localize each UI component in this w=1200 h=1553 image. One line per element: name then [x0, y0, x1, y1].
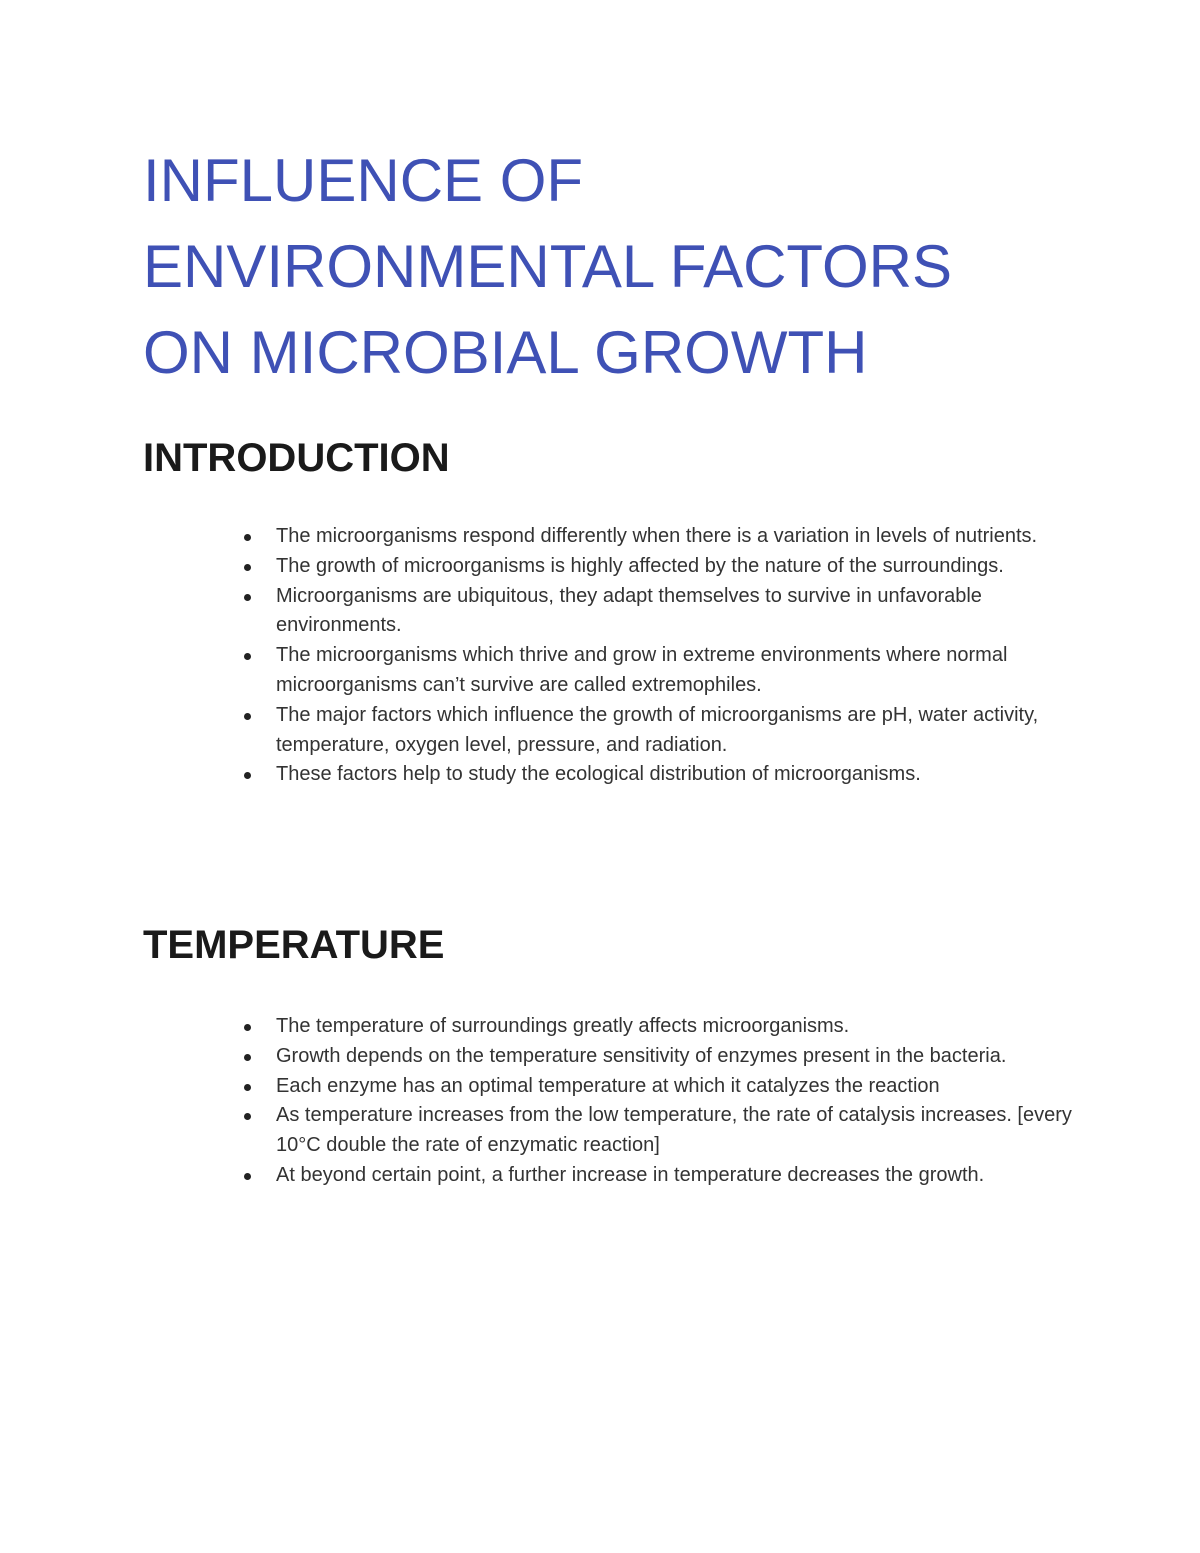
bullet-icon	[244, 564, 251, 571]
list-item-text: Growth depends on the temperature sensitivity of enzymes present in the bacteria.	[276, 1044, 1007, 1067]
section-heading-introduction: INTRODUCTION	[143, 436, 450, 480]
list-item	[276, 522, 1076, 552]
list-item-text: The major factors which influence the growth of microorganisms are pH, water activity, temperature, oxygen level, pressure, and radiation.	[276, 703, 1039, 756]
list-item	[276, 1101, 1076, 1161]
title-line: INFLUENCE OF	[143, 147, 584, 214]
list-item-text: The microorganisms which thrive and grow in extreme environments where normal microorganisms can’t survive are called extremophiles.	[276, 644, 1008, 696]
list-item	[276, 760, 1076, 790]
list-item	[276, 701, 1076, 761]
bullet-icon	[244, 1024, 251, 1031]
list-item-text: The microorganisms respond differently when there is a variation in levels of nutrients.	[276, 525, 1038, 547]
bullet-icon	[244, 772, 251, 779]
list-item-text: As temperature increases from the low temperature, the rate of catalysis increases. [every 10°C double the rate of enzymatic reaction]	[276, 1104, 1072, 1157]
list-item-text: Microorganisms are ubiquitous, they adapt themselves to survive in unfavorable environments.	[276, 584, 982, 637]
document-title	[143, 138, 1103, 396]
list-item	[276, 1161, 1076, 1191]
bullet-icon	[244, 1084, 251, 1091]
temperature-list	[276, 1012, 1076, 1191]
bullet-icon	[244, 594, 251, 601]
list-item	[276, 641, 1076, 701]
bullet-icon	[244, 1054, 251, 1061]
bullet-icon	[244, 1113, 251, 1120]
title-line: ENVIRONMENTAL FACTORS	[143, 233, 953, 300]
bullet-icon	[244, 1173, 251, 1180]
list-item	[276, 1012, 1076, 1042]
list-item-text: These factors help to study the ecological distribution of microorganisms.	[276, 763, 921, 786]
bullet-icon	[244, 713, 251, 720]
bullet-icon	[244, 534, 251, 541]
section-heading-temperature: TEMPERATURE	[143, 923, 445, 967]
list-item-text: Each enzyme has an optimal temperature at which it catalyzes the reaction	[276, 1074, 940, 1097]
introduction-list	[276, 522, 1076, 790]
list-item-text: The temperature of surroundings greatly affects microorganisms.	[276, 1015, 850, 1037]
list-item	[276, 1042, 1076, 1072]
list-item	[276, 1072, 1076, 1102]
title-line: ON MICROBIAL GROWTH	[143, 319, 868, 386]
list-item	[276, 552, 1076, 582]
list-item	[276, 582, 1076, 642]
list-item-text: At beyond certain point, a further increase in temperature decreases the growth.	[276, 1163, 985, 1186]
list-item-text: The growth of microorganisms is highly affected by the nature of the surroundings.	[276, 554, 1004, 577]
bullet-icon	[244, 653, 251, 660]
